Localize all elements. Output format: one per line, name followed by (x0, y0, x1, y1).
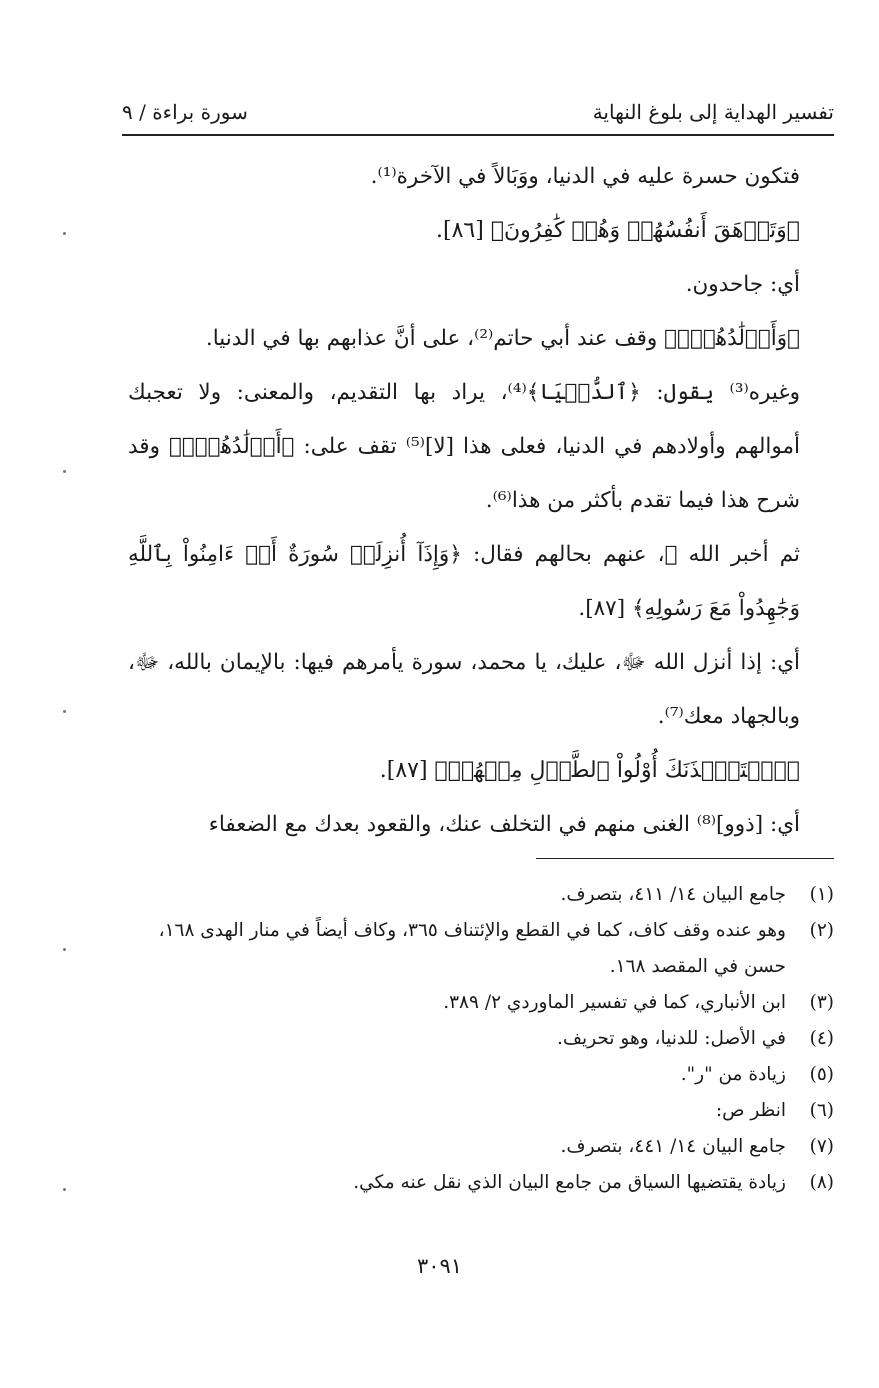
margin-dot (63, 1188, 66, 1191)
footnote-text: جامع البيان ١٤/ ٤٤١، بتصرف. (560, 1136, 786, 1157)
footnote-item (122, 913, 834, 985)
footnote-text: زيادة يقتضيها السياق من جامع البيان الذي نقل عنه مكي. (353, 1172, 786, 1193)
footnote-number: (٢) (809, 920, 834, 941)
paragraph: ﴿وَأَوۡلَٰدُهُمۡۚ﴾ وقف عند أبي حاتم⁽²⁾، على أنَّ عذابهم بها في الدنيا. (205, 326, 800, 351)
margin-dot (63, 232, 66, 235)
footnote-item (122, 1129, 834, 1165)
footnote-number: (٧) (809, 1136, 834, 1157)
footnote-number: (٣) (809, 992, 834, 1013)
main-text (128, 150, 834, 852)
footnote-item (122, 1057, 834, 1093)
paragraph: أي: إذا أنزل الله ﷻ، عليك، يا محمد، سورة يأمرهم فيها: بالإيمان بالله، ﷻ، وبالجهاد معك⁽⁷⁾. (128, 650, 800, 729)
header-rule (122, 134, 834, 136)
surah-label: سورة براءة / ٩ (122, 100, 248, 124)
running-header (122, 92, 834, 124)
margin-dot (63, 470, 66, 473)
paragraph: أي: جاحدون. (685, 272, 800, 297)
footnote-number: (٥) (809, 1064, 834, 1085)
footnotes (122, 877, 834, 1201)
footnote-text: في الأصل: للدنيا، وهو تحريف. (557, 1028, 786, 1049)
footnote-item (122, 985, 834, 1021)
footnote-number: (١) (809, 884, 834, 905)
page-number: ٣٠٩١ (416, 1254, 463, 1278)
verse-line: ﴿وَتَزۡهَقَ أَنفُسُهُمۡ وَهُمۡ كَٰفِرُونَ﴾ [٨٦]. (436, 218, 800, 243)
paragraph: فتكون حسرة عليه في الدنيا، ووَبَالاً في الآخرة⁽¹⁾. (370, 164, 800, 189)
footnote-number: (٨) (809, 1172, 834, 1193)
footnote-item (122, 1165, 834, 1201)
footnote-text: ابن الأنباري، كما في تفسير الماوردي ٢/ ٣٨٩. (443, 992, 786, 1013)
footnote-text: وهو عنده وقف كاف، كما في القطع والإئتناف ٣٦٥، وكاف أيضاً في منار الهدى ١٦٨، حسن في المقصد ١٦٨. (158, 920, 786, 977)
footnote-text: جامع البيان ١٤/ ٤١١، بتصرف. (560, 884, 786, 905)
paragraph: وغيره⁽³⁾ يقول: ﴿ٱلدُّنۡيَا﴾⁽⁴⁾، يراد بها التقديم، والمعنى: ولا تعجبك أموالهم وأولادهم في الدنيا، فعلى هذا [لا]⁽⁵⁾ تقف على: ﴿أَوۡلَٰدُهُمۡۚ﴾ وقد شرح هذا فيما تقدم بأكثر من هذا⁽⁶⁾. (128, 380, 800, 513)
footnote-number: (٤) (809, 1028, 834, 1049)
footnote-number: (٦) (809, 1100, 834, 1121)
footnote-item (122, 1093, 834, 1129)
verse-line: ﴿ٱسۡتَـٔۡذَنَكَ أُوْلُواْ ٱلطَّوۡلِ مِنۡهُمۡ﴾ [٨٧]. (379, 758, 800, 783)
footnote-text: انظر ص: (715, 1100, 786, 1121)
footnote-item (122, 1021, 834, 1057)
paragraph: ثم أخبر الله ﷻ، عنهم بحالهم فقال: ﴿وَإِذَآ أُنزِلَتۡ سُورَةٌ أَنۡ ءَامِنُواْ بِٱللَّهِ وَجَٰهِدُواْ مَعَ رَسُولِهِ﴾ [٨٧]. (128, 542, 800, 621)
footnote-text: زيادة من "ر". (680, 1064, 786, 1085)
book-title: تفسير الهداية إلى بلوغ النهاية (592, 100, 834, 124)
footnote-item (122, 877, 834, 913)
margin-dot (63, 710, 66, 713)
margin-dot (63, 948, 66, 951)
paragraph: أي: [ذوو]⁽⁸⁾ الغنى منهم في التخلف عنك، والقعود بعدك مع الضعفاء (208, 812, 800, 837)
footnote-rule (536, 858, 834, 859)
